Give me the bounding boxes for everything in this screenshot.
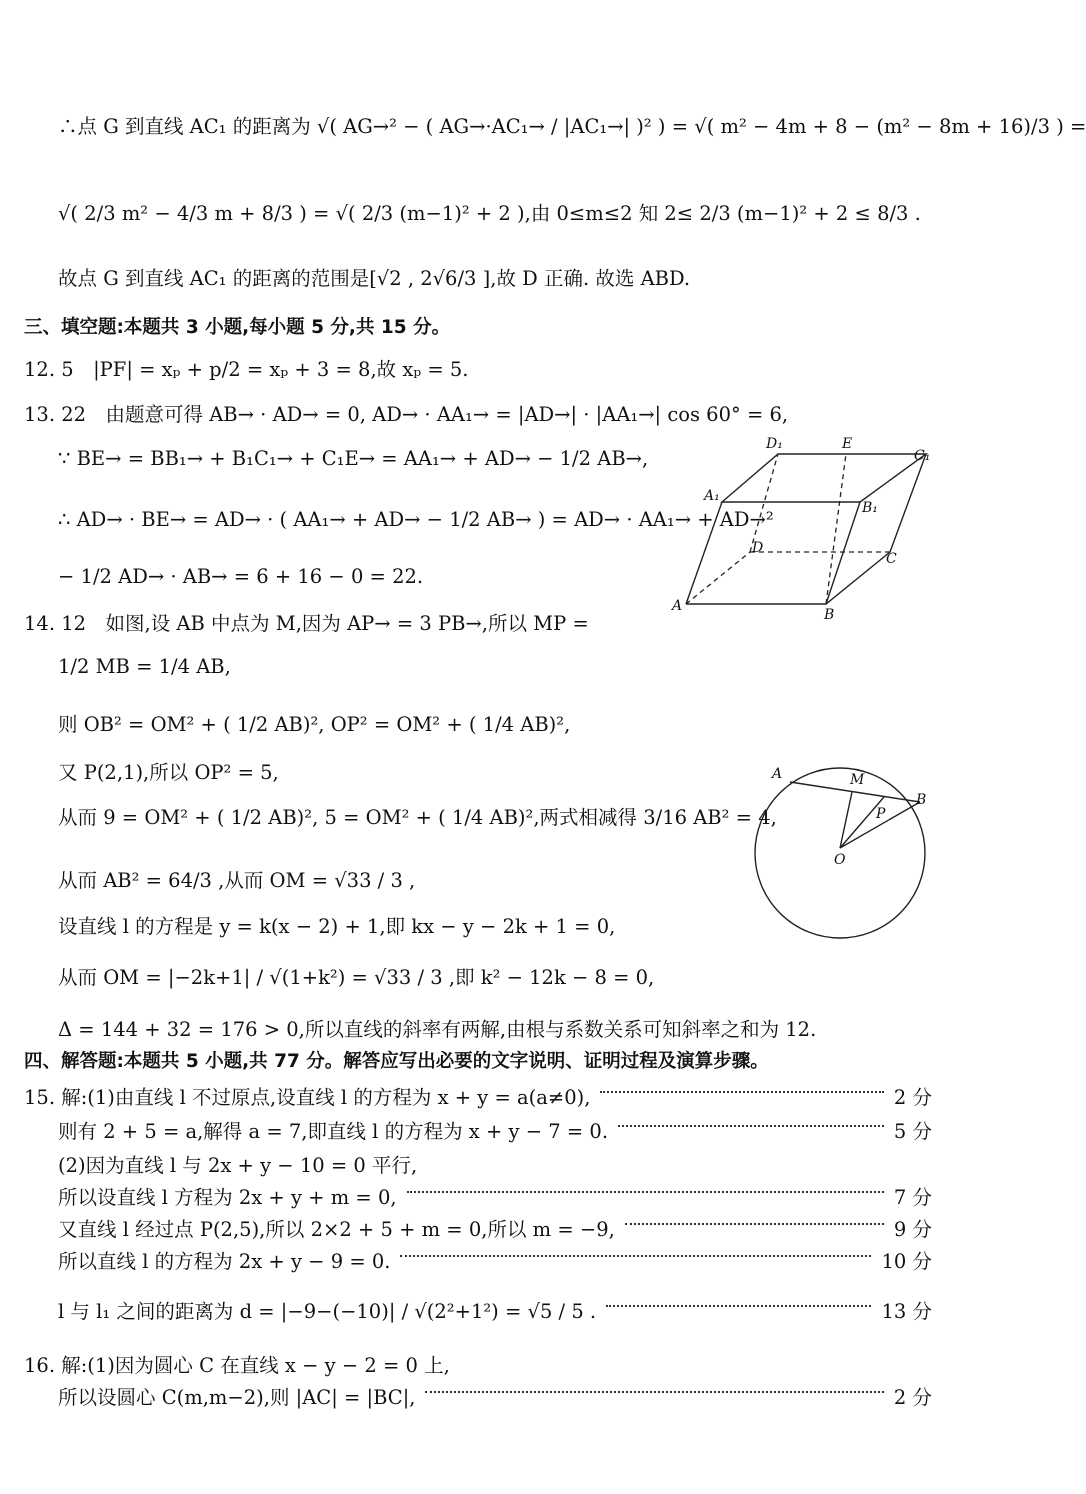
step-score: 7 分 (893, 1186, 932, 1209)
section-heading: 三、填空题:本题共 3 小题,每小题 5 分,共 15 分。 (24, 317, 451, 338)
text-line: 1/2 MB = 1/4 AB, (58, 655, 231, 678)
step-text: 所以设直线 l 方程为 2x + y + m = 0, (58, 1186, 397, 1209)
section-heading: 四、解答题:本题共 5 小题,共 77 分。解答应写出必要的文字说明、证明过程及演算步骤。 (24, 1051, 769, 1072)
step-score: 10 分 (881, 1250, 932, 1273)
parallelepiped-figure (670, 432, 942, 622)
text-line: √( 2/3 m² − 4/3 m + 8/3 ) = √( 2/3 (m−1)² + 2 ),由 0≤m≤2 知 2≤ 2/3 (m−1)² + 2 ≤ 8/3 . (58, 202, 921, 225)
solution-step (58, 1182, 932, 1210)
answer-12: 12. 5 |PF| = xₚ + p/2 = xₚ + 3 = 8,故 xₚ = 5. (24, 358, 469, 381)
label-D1: D₁ (766, 436, 783, 452)
step-score: 2 分 (893, 1086, 932, 1109)
text-line: 设直线 l 的方程是 y = k(x − 2) + 1,即 kx − y − 2k + 1 = 0, (58, 915, 616, 938)
step-text: 15. 解:(1)由直线 l 不过原点,设直线 l 的方程为 x + y = a(a≠0), (24, 1086, 591, 1109)
text-line: 则 OB² = OM² + ( 1/2 AB)², OP² = OM² + ( 1/4 AB)², (58, 713, 571, 736)
label-B1: B₁ (862, 500, 878, 516)
answer-13: 13. 22 由题意可得 AB→ · AD→ = 0, AD→ · AA₁→ = |AD→| · |AA₁→| cos 60° = 6, (24, 403, 789, 426)
label-M: M (850, 772, 865, 788)
label-C1: C₁ (914, 448, 931, 464)
solution-step (58, 1296, 932, 1324)
text-line: ∵ BE→ = BB₁→ + B₁C₁→ + C₁E→ = AA₁→ + AD→ − 1/2 AB→, (58, 447, 649, 470)
circle-figure (752, 760, 934, 938)
step-score: 13 分 (881, 1300, 932, 1323)
label-A: A (772, 766, 783, 782)
solution-step (58, 1116, 932, 1144)
step-text: 则有 2 + 5 = a,解得 a = 7,即直线 l 的方程为 x + y − 7 = 0. (58, 1120, 609, 1143)
text-line: ∴点 G 到直线 AC₁ 的距离为 √( AG→² − ( AG→·AC₁→ / |AC₁→| )² ) = √( m² − 4m + 8 − (m² − 8m + 16)/3 ) = (58, 115, 1086, 138)
step-text: 16. 解:(1)因为圆心 C 在直线 x − y − 2 = 0 上, (24, 1354, 450, 1377)
text-line: Δ = 144 + 32 = 176 > 0,所以直线的斜率有两解,由根与系数关系可知斜率之和为 12. (58, 1018, 817, 1041)
label-B: B (916, 792, 927, 808)
step-score: 9 分 (893, 1218, 932, 1241)
text-line: 故点 G 到直线 AC₁ 的距离的范围是[√2 , 2√6/3 ],故 D 正确. 故选 ABD. (58, 267, 691, 290)
step-score: 2 分 (893, 1386, 932, 1409)
label-C: C (886, 551, 897, 567)
solution-step (58, 1150, 932, 1178)
text-line: − 1/2 AD→ · AB→ = 6 + 16 − 0 = 22. (58, 565, 424, 588)
label-P: P (876, 806, 886, 822)
solution-step (58, 1214, 932, 1242)
step-text: l 与 l₁ 之间的距离为 d = |−9−(−10)| / √(2²+1²) = √5 / 5 . (58, 1300, 597, 1323)
label-E: E (842, 436, 853, 452)
text-line: 从而 OM = |−2k+1| / √(1+k²) = √33 / 3 ,即 k² − 12k − 8 = 0, (58, 966, 655, 989)
label-A: A (672, 598, 683, 614)
step-text: (2)因为直线 l 与 2x + y − 10 = 0 平行, (58, 1154, 418, 1177)
solution-step (24, 1350, 932, 1378)
label-A1: A₁ (704, 488, 720, 504)
solution-step (24, 1082, 932, 1110)
step-text: 又直线 l 经过点 P(2,5),所以 2×2 + 5 + m = 0,所以 m = −9, (58, 1218, 615, 1241)
text-line: 又 P(2,1),所以 OP² = 5, (58, 761, 279, 784)
text-line: 从而 9 = OM² + ( 1/2 AB)², 5 = OM² + ( 1/4 AB)²,两式相减得 3/16 AB² = 4, (58, 806, 777, 829)
solution-step (58, 1382, 932, 1410)
text-line: ∴ AD→ · BE→ = AD→ · ( AA₁→ + AD→ − 1/2 AB→ ) = AD→ · AA₁→ + AD→² (58, 508, 774, 531)
step-text: 所以设圆心 C(m,m−2),则 |AC| = |BC|, (58, 1386, 416, 1409)
label-B: B (824, 607, 835, 623)
label-O: O (834, 852, 846, 868)
step-text: 所以直线 l 的方程为 2x + y − 9 = 0. (58, 1250, 391, 1273)
answer-14: 14. 12 如图,设 AB 中点为 M,因为 AP→ = 3 PB→,所以 MP = (24, 612, 589, 635)
solution-step (58, 1246, 932, 1274)
step-score: 5 分 (893, 1120, 932, 1143)
text-line: 从而 AB² = 64/3 ,从而 OM = √33 / 3 , (58, 869, 416, 892)
label-D: D (752, 540, 764, 556)
